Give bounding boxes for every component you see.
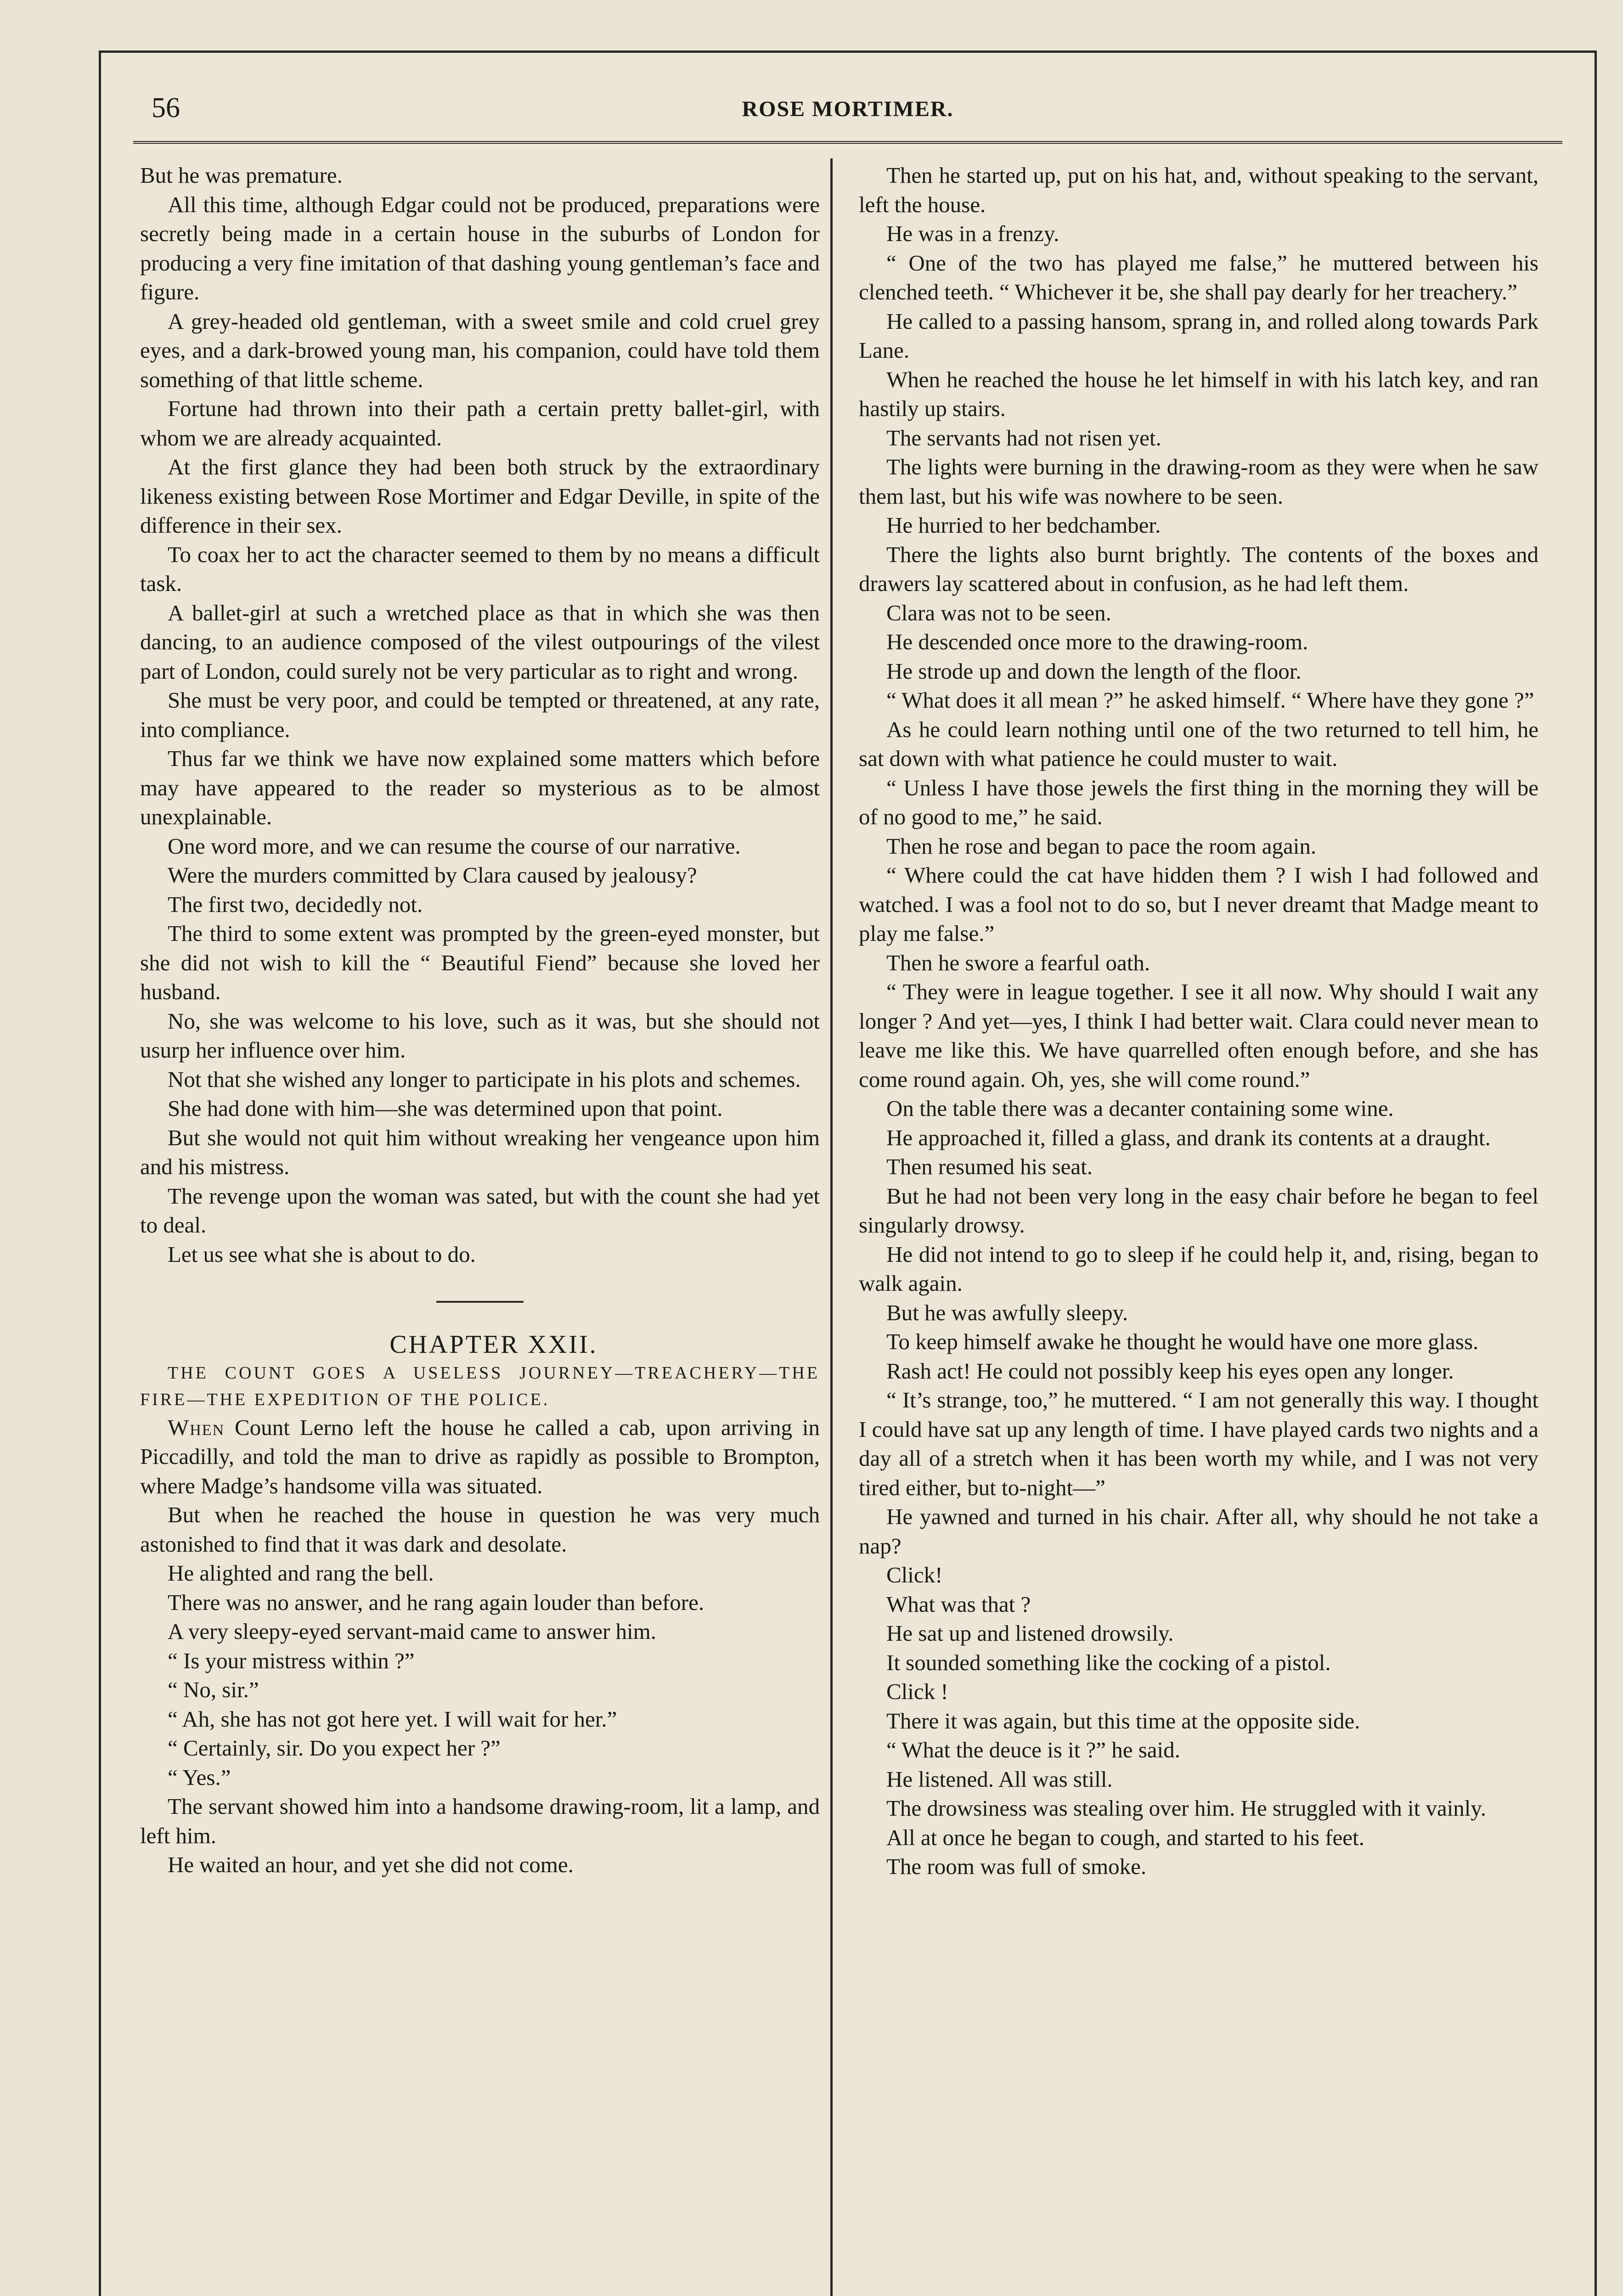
page-header <box>133 71 1562 140</box>
paragraph: Click ! <box>886 1679 948 1704</box>
paragraph: But he had not been very long in the easy chair before he began to feel singularly drowsy. <box>859 1183 1538 1238</box>
running-title: ROSE MORTIMER. <box>742 97 954 121</box>
paragraph: Rash act! He could not possibly keep his eyes open any longer. <box>886 1358 1454 1384</box>
paragraph: The servant showed him into a handsome drawing-room, lit a lamp, and left him. <box>140 1794 820 1848</box>
paragraph: “ No, sir.” <box>168 1677 259 1702</box>
paragraph: “ It’s strange, too,” he muttered. “ I am not generally this way. I thought I could have sat up any length of time. I have played cards two nights and a day all of a stretch when it has been worth my while, and I was not very tired either, but to-night—” <box>859 1387 1538 1500</box>
paragraph: The first two, decidedly not. <box>168 891 423 917</box>
column-rule <box>830 158 833 2296</box>
paragraph: He waited an hour, and yet she did not come. <box>168 1852 574 1877</box>
paragraph: The third to some extent was prompted by the green-eyed monster, but she did not wish to kill the “ Beautiful Fiend” because she loved her husband. <box>140 921 820 1004</box>
paragraph: The drowsiness was stealing over him. He struggled with it vainly. <box>886 1795 1486 1821</box>
paragraph: But he was premature. <box>140 163 343 188</box>
section-divider <box>436 1301 524 1303</box>
paragraph: He listened. All was still. <box>886 1766 1113 1792</box>
paragraph: Clara was not to be seen. <box>886 600 1111 625</box>
paragraph: “ Unless I have those jewels the first thing in the morning they will be of no good to me,” he said. <box>859 775 1538 829</box>
paragraph: He was in a frenzy. <box>886 221 1059 246</box>
paragraph: Let us see what she is about to do. <box>168 1241 476 1267</box>
paragraph: The lights were burning in the drawing-room as they were when he saw them last, but his wife was nowhere to be seen. <box>859 454 1538 509</box>
paragraph: He strode up and down the length of the floor. <box>886 658 1302 684</box>
paragraph: To coax her to act the character seemed to them by no means a difficult task. <box>140 541 820 596</box>
paragraph: She must be very poor, and could be tempted or threatened, at any rate, into compliance. <box>140 687 820 742</box>
paragraph: There the lights also burnt brightly. The contents of the boxes and drawers lay scattered about in confusion, as he had left them. <box>859 541 1538 596</box>
paragraph: “ Certainly, sir. Do you expect her ?” <box>168 1735 501 1761</box>
paragraph: One word more, and we can resume the course of our narrative. <box>168 833 741 859</box>
chapter-title: CHAPTER XXII. <box>389 1330 598 1359</box>
paragraph: “ Yes.” <box>168 1764 231 1790</box>
paragraph: “ What does it all mean ?” he asked himself. “ Where have they gone ?” <box>886 687 1534 713</box>
paragraph: There it was again, but this time at the opposite side. <box>886 1708 1360 1733</box>
paragraph: But she would not quit him without wreaking her vengeance upon him and his mistress. <box>140 1125 820 1179</box>
paragraph: “ Where could the cat have hidden them ? I wish I had followed and watched. I was a fool not to do so, but I never dreamt that Madge meant to play me false.” <box>859 862 1538 946</box>
page-frame <box>99 51 1597 2296</box>
chapter-opening-paragraph <box>140 1413 820 1501</box>
paragraph: He did not intend to go to sleep if he could help it, and, rising, began to walk again. <box>859 1241 1538 1296</box>
paragraph: The revenge upon the woman was sated, but with the count she had yet to deal. <box>140 1183 820 1238</box>
paragraph: No, she was welcome to his love, such as it was, but she should not usurp her influence over him. <box>140 1008 820 1063</box>
left-column <box>140 161 820 1880</box>
paragraph: To keep himself awake he thought he would have one more glass. <box>886 1329 1479 1354</box>
paragraph: Fortune had thrown into their path a certain pretty ballet-girl, with whom we are already acquainted. <box>140 396 820 450</box>
paragraph: But he was awfully sleepy. <box>886 1300 1128 1325</box>
paragraph: He approached it, filled a glass, and drank its contents at a draught. <box>886 1125 1491 1150</box>
paragraph: On the table there was a decanter containing some wine. <box>886 1096 1394 1121</box>
paragraph: There was no answer, and he rang again louder than before. <box>168 1589 704 1615</box>
paragraph: At the first glance they had been both struck by the extraordinary likeness existing between Rose Mortimer and Edgar Deville, in spite of the difference in their sex. <box>140 454 820 538</box>
paragraph: When he reached the house he let himself in with his latch key, and ran hastily up stairs. <box>859 366 1538 421</box>
paragraph: But when he reached the house in question he was very much astonished to find that it was dark and desolate. <box>140 1502 820 1557</box>
paragraph: Then he started up, put on his hat, and, without speaking to the servant, left the house. <box>859 163 1538 217</box>
paragraph: “ Is your mistress within ?” <box>168 1648 415 1673</box>
paragraph: “ One of the two has played me false,” he muttered between his clenched teeth. “ Whichever it be, she shall pay dearly for her treachery.” <box>859 250 1538 304</box>
opening-word: When <box>168 1414 225 1440</box>
paragraph: It sounded something like the cocking of a pistol. <box>886 1649 1331 1675</box>
paragraph: Thus far we think we have now explained some matters which before may have appeared to the reader so mysterious as to be almost unexplainable. <box>140 746 820 829</box>
paragraph: She had done with him—she was determined upon that point. <box>168 1096 723 1121</box>
paragraph: He yawned and turned in his chair. After all, why should he not take a nap? <box>859 1504 1538 1559</box>
paragraph: A grey-headed old gentleman, with a sweet smile and cold cruel grey eyes, and a dark-browed young man, his companion, could have told them something of that little scheme. <box>140 308 820 392</box>
chapter-subtitle: THE COUNT GOES A USELESS JOURNEY—TREACHERY—THE FIRE—THE EXPEDITION OF THE POLICE. <box>140 1363 820 1409</box>
paragraph: He sat up and listened drowsily. <box>886 1621 1174 1646</box>
paragraph: “ They were in league together. I see it all now. Why should I wait any longer ? And yet—yes, I think I had better wait. Clara could never mean to leave me like this. We have quarrelled often enough before, and she has come round again. Oh, yes, she will come round.” <box>859 979 1538 1092</box>
paragraph: The servants had not risen yet. <box>886 425 1161 450</box>
paragraph: Not that she wished any longer to participate in his plots and schemes. <box>168 1066 801 1092</box>
paragraph: “ Ah, she has not got here yet. I will wait for her.” <box>168 1706 617 1732</box>
paragraph: All at once he began to cough, and started to his feet. <box>886 1824 1364 1850</box>
paragraph: Click! <box>886 1562 943 1587</box>
paragraph: Then he rose and began to pace the room again. <box>886 833 1317 859</box>
opening-text: Count Lerno left the house he called a cab, upon arriving in Piccadilly, and told the man to drive as rapidly as possible to Brompton, where Madge’s handsome villa was situated. <box>140 1414 820 1498</box>
paragraph: He hurried to her bedchamber. <box>886 512 1161 538</box>
paragraph: As he could learn nothing until one of the two returned to tell him, he sat down with what patience he could muster to wait. <box>859 716 1538 771</box>
header-rule <box>133 141 1562 144</box>
right-column <box>859 161 1538 1881</box>
paragraph: A very sleepy-eyed servant-maid came to answer him. <box>168 1619 657 1644</box>
paragraph: All this time, although Edgar could not be produced, preparations were secretly being made in a certain house in the suburbs of London for producing a very fine imitation of that dashing young gentleman’s face and figure. <box>140 191 820 304</box>
paragraph: He called to a passing hansom, sprang in, and rolled along towards Park Lane. <box>859 308 1538 363</box>
paragraph: He alighted and rang the bell. <box>168 1560 434 1586</box>
paragraph: A ballet-girl at such a wretched place as that in which she was then dancing, to an audience composed of the vilest outpourings of the vilest part of London, could surely not be very particular as to right and wrong. <box>140 600 820 684</box>
paragraph: The room was full of smoke. <box>886 1854 1147 1879</box>
paragraph: He descended once more to the drawing-room. <box>886 629 1308 654</box>
paragraph: “ What the deuce is it ?” he said. <box>886 1737 1180 1762</box>
paragraph: Then he swore a fearful oath. <box>886 950 1150 975</box>
paragraph: Were the murders committed by Clara caused by jealousy? <box>168 862 697 888</box>
paragraph: Then resumed his seat. <box>886 1154 1093 1179</box>
page-number: 56 <box>152 92 180 124</box>
paragraph: What was that ? <box>886 1591 1031 1617</box>
